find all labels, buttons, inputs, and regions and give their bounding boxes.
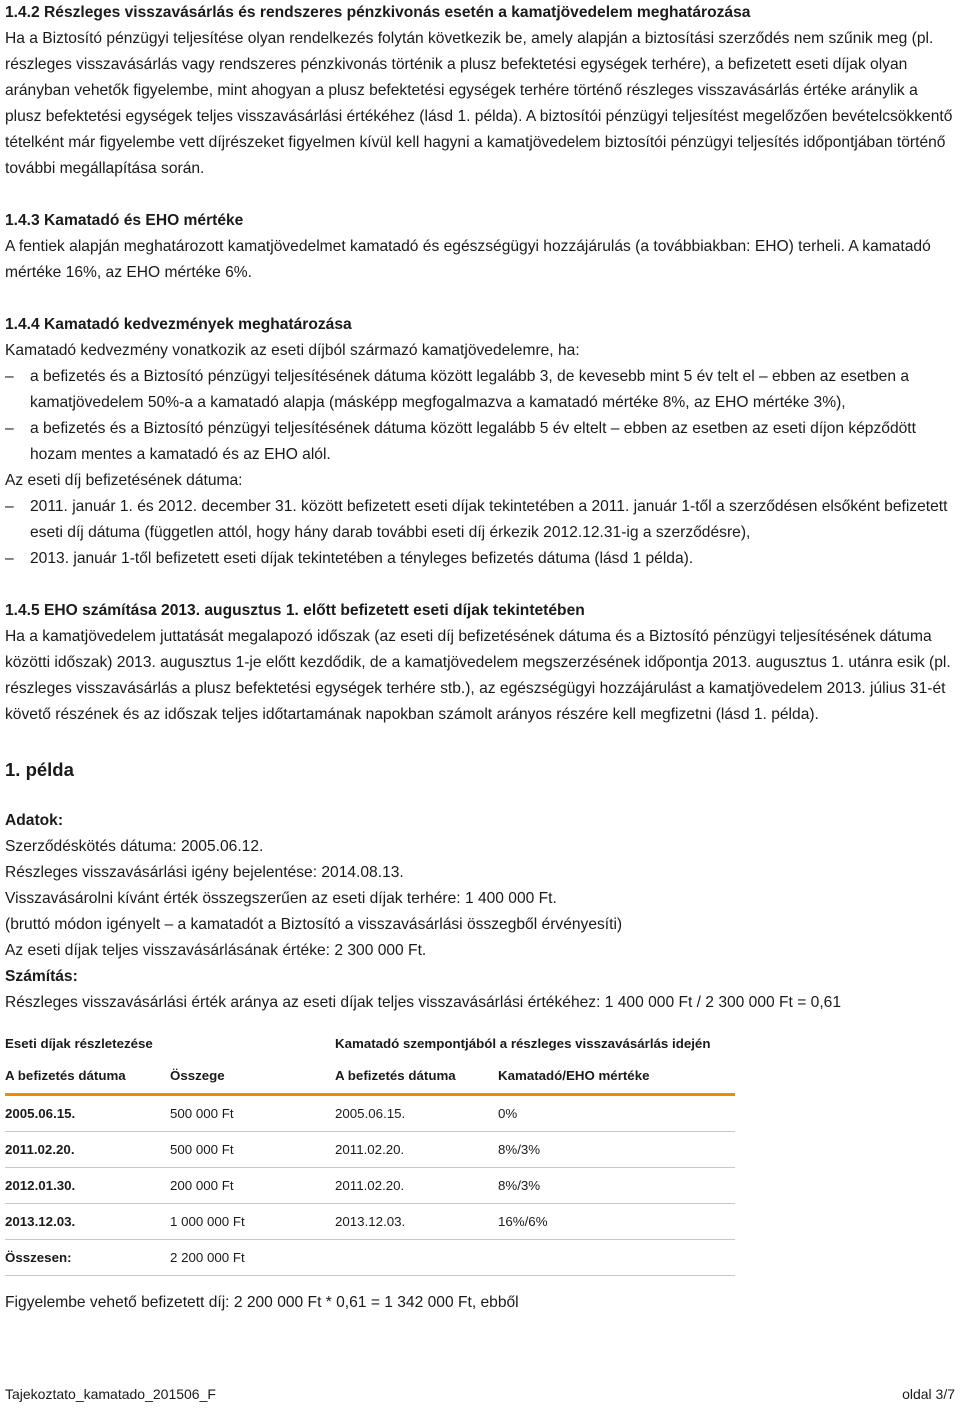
example-calc-label: Számítás: [5, 968, 78, 985]
table-cell: 0% [498, 1095, 735, 1132]
footer-filename: Tajekoztato_kamatado_201506_F [5, 1386, 216, 1402]
example-data-label: Adatok: [5, 812, 64, 829]
example-calc-line: Részleges visszavásárlási érték aránya az eseti díjak teljes visszavásárlási értékéhez: 1 400 000 Ft / 2 300 000 Ft = 0,61 [5, 994, 841, 1011]
section-1-4-5-body: Ha a kamatjövedelem juttatását megalapozó időszak (az eseti díj befizetésének dátuma és a Biztosító pénzügyi teljesítésének dátuma közötti időszak) 2013. augusztus 1-je előtt kezdődik, de a kamatjövedelem megszerzésének időpontja 2013. augusztus 1. utánra esik (pl. részleges visszavásárlás a plusz befektetési egységek terhére stb.), az egészségügyi hozzájárulást a kamatjövedelem 2013. július 31-ét követő részének és az időszak teljes időtartamának napokban számolt arányos részére kell megfizetni (lásd 1. példa). [5, 628, 951, 723]
list-item: – 2013. január 1-től befizetett eseti díjak tekintetében a tényleges befizetés dátuma (lásd 1 példa). [5, 546, 955, 572]
section-1-4-2-body: Ha a Biztosító pénzügyi teljesítése olyan rendelkezés folytán következik be, amely alapján a biztosítási szerződés nem szűnik meg (pl. részleges visszavásárlás vagy rendszeres pénzkivonás történik a plusz befektetési egységek terhére), a befizetett eseti díjak olyan arányban vehetők figyelembe, mint ahogyan a plusz befektetési egységek terhére történő részleges visszavásárlás értéke aránylik a plusz befektetési egységek teljes visszavásárlási értékéhez (lásd 1. példa). A biztosítói pénzügyi teljesítést megelőzően bevételcsökkentő tételként már figyelembe vett díjrészeket figyelmen kívül kell hagyni a kamatjövedelem biztosítói pénzügyi teljesítés időpontjában történő további megállapítása során. [5, 30, 953, 177]
considered-premium-line: Figyelembe vehető befizetett díj: 2 200 000 Ft * 0,61 = 1 342 000 Ft, ebből [5, 1294, 519, 1311]
table-header-row [5, 1058, 735, 1095]
table-cell: 8%/3% [498, 1168, 735, 1204]
total-value: 2 200 000 Ft [170, 1240, 335, 1276]
table-group-header [5, 1028, 735, 1058]
payment-date-list [5, 494, 955, 572]
section-1-4-4-heading: 1.4.4 Kamatadó kedvezmények meghatározása [5, 316, 352, 333]
table-cell: 2005.06.15. [335, 1095, 498, 1132]
table-total-row [5, 1240, 735, 1276]
section-1-4-2-heading: 1.4.2 Részleges visszavásárlás és rendszeres pénzkivonás esetén a kamatjövedelem meghatározása [5, 4, 751, 21]
total-label: Összesen: [5, 1240, 170, 1276]
table-cell: 1 000 000 Ft [170, 1204, 335, 1240]
table-row [5, 1204, 735, 1240]
example-title: 1. példa [5, 759, 74, 780]
column-header: Kamatadó/EHO mértéke [498, 1058, 735, 1095]
section-1-4-3-body: A fentiek alapján meghatározott kamatjövedelmet kamatadó és egészségügyi hozzájárulás (a továbbiakban: EHO) terheli. A kamatadó mértéke 16%, az EHO mértéke 6%. [5, 238, 931, 281]
table-row [5, 1132, 735, 1168]
table-cell: 8%/3% [498, 1132, 735, 1168]
table-cell: 200 000 Ft [170, 1168, 335, 1204]
section-1-4-3-heading: 1.4.3 Kamatadó és EHO mértéke [5, 212, 244, 229]
table-cell: 500 000 Ft [170, 1132, 335, 1168]
payment-date-label: Az eseti díj befizetésének dátuma: [5, 472, 243, 489]
table-cell: 2011.02.20. [335, 1132, 498, 1168]
example-data-line: Részleges visszavásárlási igény bejelentése: 2014.08.13. [5, 864, 404, 881]
premium-table [5, 1028, 735, 1276]
table-cell: 2011.02.20. [335, 1168, 498, 1204]
column-header: Összege [170, 1058, 335, 1095]
table-row [5, 1168, 735, 1204]
table-cell: 2013.12.03. [5, 1204, 170, 1240]
column-header: A befizetés dátuma [335, 1058, 498, 1095]
table-cell: 500 000 Ft [170, 1095, 335, 1132]
example-data-line: Visszavásárolni kívánt érték összegszerűen az eseti díjak terhére: 1 400 000 Ft. [5, 890, 557, 907]
list-item: – a befizetés és a Biztosító pénzügyi teljesítésének dátuma között legalább 3, de kevesebb mint 5 év telt el – ebben az esetben a kamatjövedelem 50%-a a kamatadó alapja (másképp megfogalmazva a kamatadó mértéke 8%, az EHO mértéke 3%), [5, 364, 955, 416]
example-data-line: Az eseti díjak teljes visszavásárlásának értéke: 2 300 000 Ft. [5, 942, 427, 959]
page-number: oldal 3/7 [902, 1386, 955, 1402]
column-header: A befizetés dátuma [5, 1058, 170, 1095]
document-page [5, 0, 955, 1316]
table-cell: 2013.12.03. [335, 1204, 498, 1240]
table-row [5, 1095, 735, 1132]
section-1-4-4-intro: Kamatadó kedvezmény vonatkozik az eseti díjból származó kamatjövedelemre, ha: [5, 342, 580, 359]
group-right-label: Kamatadó szempontjából a részleges visszavásárlás idején [335, 1035, 711, 1051]
discount-conditions-list [5, 364, 955, 468]
table-cell: 2012.01.30. [5, 1168, 170, 1204]
list-item: – a befizetés és a Biztosító pénzügyi teljesítésének dátuma között legalább 5 év eltelt – ebben az esetben az eseti díjon képződött hozam mentes a kamatadó és az EHO alól. [5, 416, 955, 468]
section-1-4-5-heading: 1.4.5 EHO számítása 2013. augusztus 1. előtt befizetett eseti díjak tekintetében [5, 602, 585, 619]
table-cell: 2005.06.15. [5, 1095, 170, 1132]
list-item: – 2011. január 1. és 2012. december 31. között befizetett eseti díjak tekintetében a 2011. január 1-től a szerződésen elsőként befizetett eseti díj dátuma (független attól, hogy hány darab további eseti díj érkezik 2012.12.31-ig a szerződésre), [5, 494, 955, 546]
example-data-line: Szerződéskötés dátuma: 2005.06.12. [5, 838, 264, 855]
example-data-line: (bruttó módon igényelt – a kamatadót a Biztosító a visszavásárlási összegből érvényesíti) [5, 916, 623, 933]
table-cell: 16%/6% [498, 1204, 735, 1240]
table-cell: 2011.02.20. [5, 1132, 170, 1168]
group-left-label: Eseti díjak részletezése [5, 1035, 153, 1051]
